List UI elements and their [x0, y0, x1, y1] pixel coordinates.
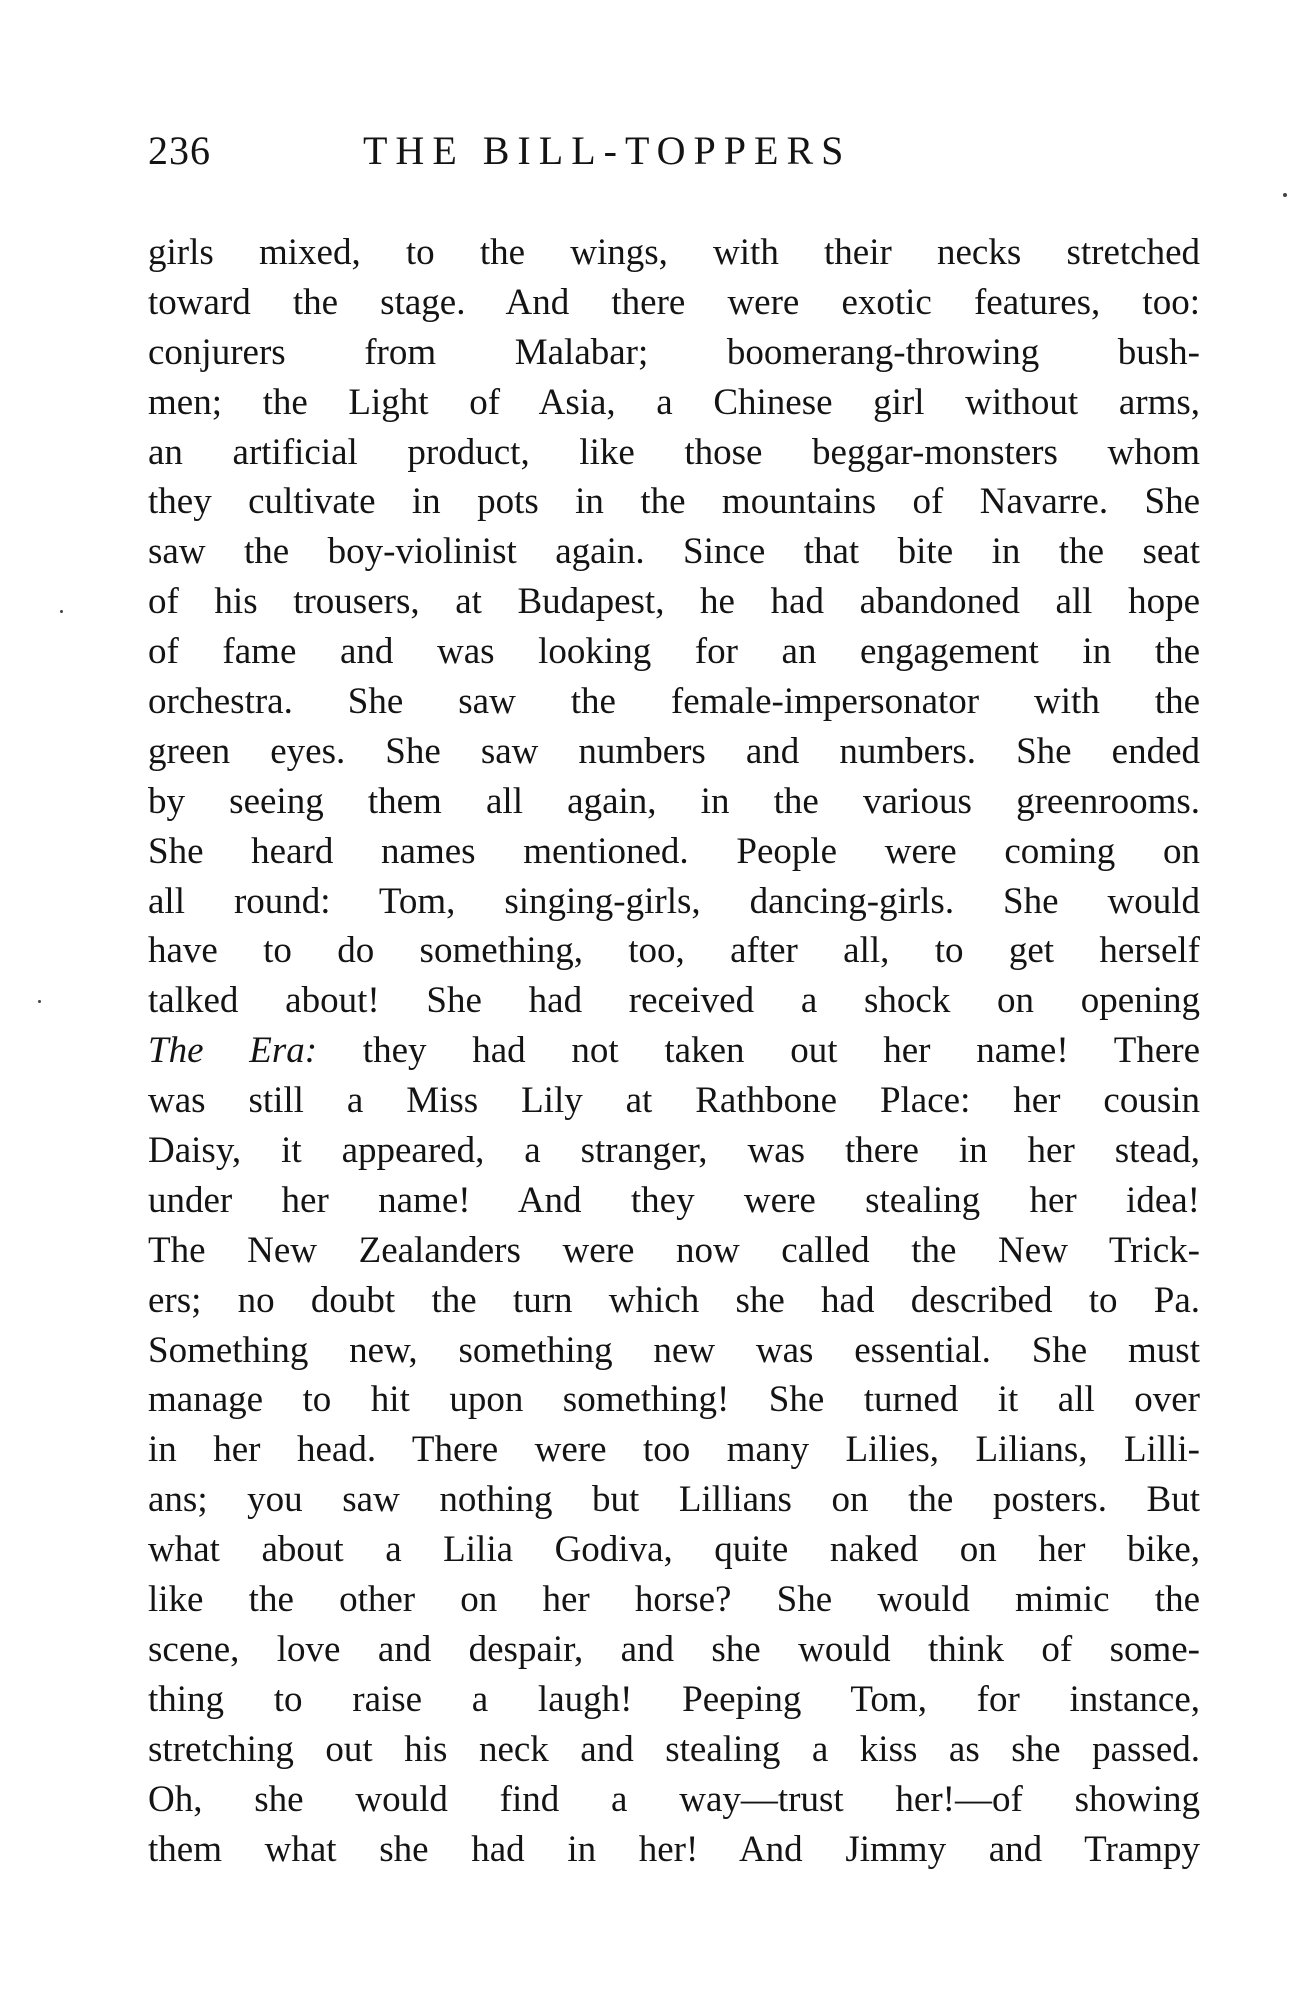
text-line: men; the Light of Asia, a Chinese girl without arms, [148, 381, 1200, 423]
scan-speck [38, 1000, 41, 1003]
text-line: She heard names mentioned. People were coming on [148, 830, 1200, 872]
text-line: have to do something, too, after all, to get herself [148, 930, 1200, 972]
page-header [148, 125, 1208, 177]
scan-speck [1283, 193, 1287, 197]
text-line: manage to hit upon something! She turned it all over [148, 1379, 1200, 1421]
text-line: all round: Tom, singing-girls, dancing-girls. She would [148, 880, 1200, 922]
text-line: of his trousers, at Budapest, he had abandoned all hope [148, 581, 1200, 623]
text-line: Oh, she would find a way—trust her!—of showing [148, 1778, 1200, 1820]
text-line: stretching out his neck and stealing a kiss as she passed. [148, 1728, 1200, 1770]
text-line: girls mixed, to the wings, with their necks stretched [148, 232, 1200, 273]
text-line: toward the stage. And there were exotic features, too: [148, 281, 1200, 323]
text-line-rest: they had not taken out her name! There [362, 1030, 1200, 1072]
text-line: in her head. There were too many Lilies, Lilians, Lilli- [148, 1429, 1200, 1471]
text-line: was still a Miss Lily at Rathbone Place: her cousin [148, 1080, 1200, 1122]
text-line: scene, love and despair, and she would think of some- [148, 1628, 1200, 1670]
text-line: The New Zealanders were now called the New Trick- [148, 1229, 1200, 1271]
text-line: ans; you saw nothing but Lillians on the posters. But [148, 1479, 1200, 1521]
body-text [148, 228, 1200, 1874]
text-line: Daisy, it appeared, a stranger, was there in her stead, [148, 1130, 1200, 1172]
text-line: ers; no doubt the turn which she had described to Pa. [148, 1279, 1200, 1321]
text-line: saw the boy-violinist again. Since that bite in the seat [148, 531, 1200, 573]
text-line: they cultivate in pots in the mountains of Navarre. She [148, 481, 1200, 523]
text-line: conjurers from Malabar; boomerang-throwing bush- [148, 331, 1200, 373]
scan-speck [60, 610, 63, 613]
text-line: by seeing them all again, in the various greenrooms. [148, 780, 1200, 822]
text-line: thing to raise a laugh! Peeping Tom, for instance, [148, 1678, 1200, 1720]
text-line: orchestra. She saw the female-impersonator with the [148, 681, 1200, 723]
text-line: them what she had in her! And Jimmy and Trampy [148, 1828, 1200, 1870]
running-title: THE BILL-TOPPERS [363, 128, 852, 173]
italic-title: The Era: [148, 1030, 318, 1072]
text-line: an artificial product, like those beggar-monsters whom [148, 431, 1200, 473]
text-line: Something new, something new was essential. She must [148, 1329, 1200, 1371]
text-line: talked about! She had received a shock on opening [148, 980, 1200, 1022]
page-number: 236 [148, 128, 211, 173]
text-line: of fame and was looking for an engagement in the [148, 631, 1200, 673]
text-line: green eyes. She saw numbers and numbers. She ended [148, 730, 1200, 772]
text-line: what about a Lilia Godiva, quite naked on her bike, [148, 1529, 1200, 1571]
text-line: like the other on her horse? She would mimic the [148, 1579, 1200, 1621]
text-line-with-italic [148, 1026, 1200, 1076]
text-line: under her name! And they were stealing her idea! [148, 1179, 1200, 1221]
